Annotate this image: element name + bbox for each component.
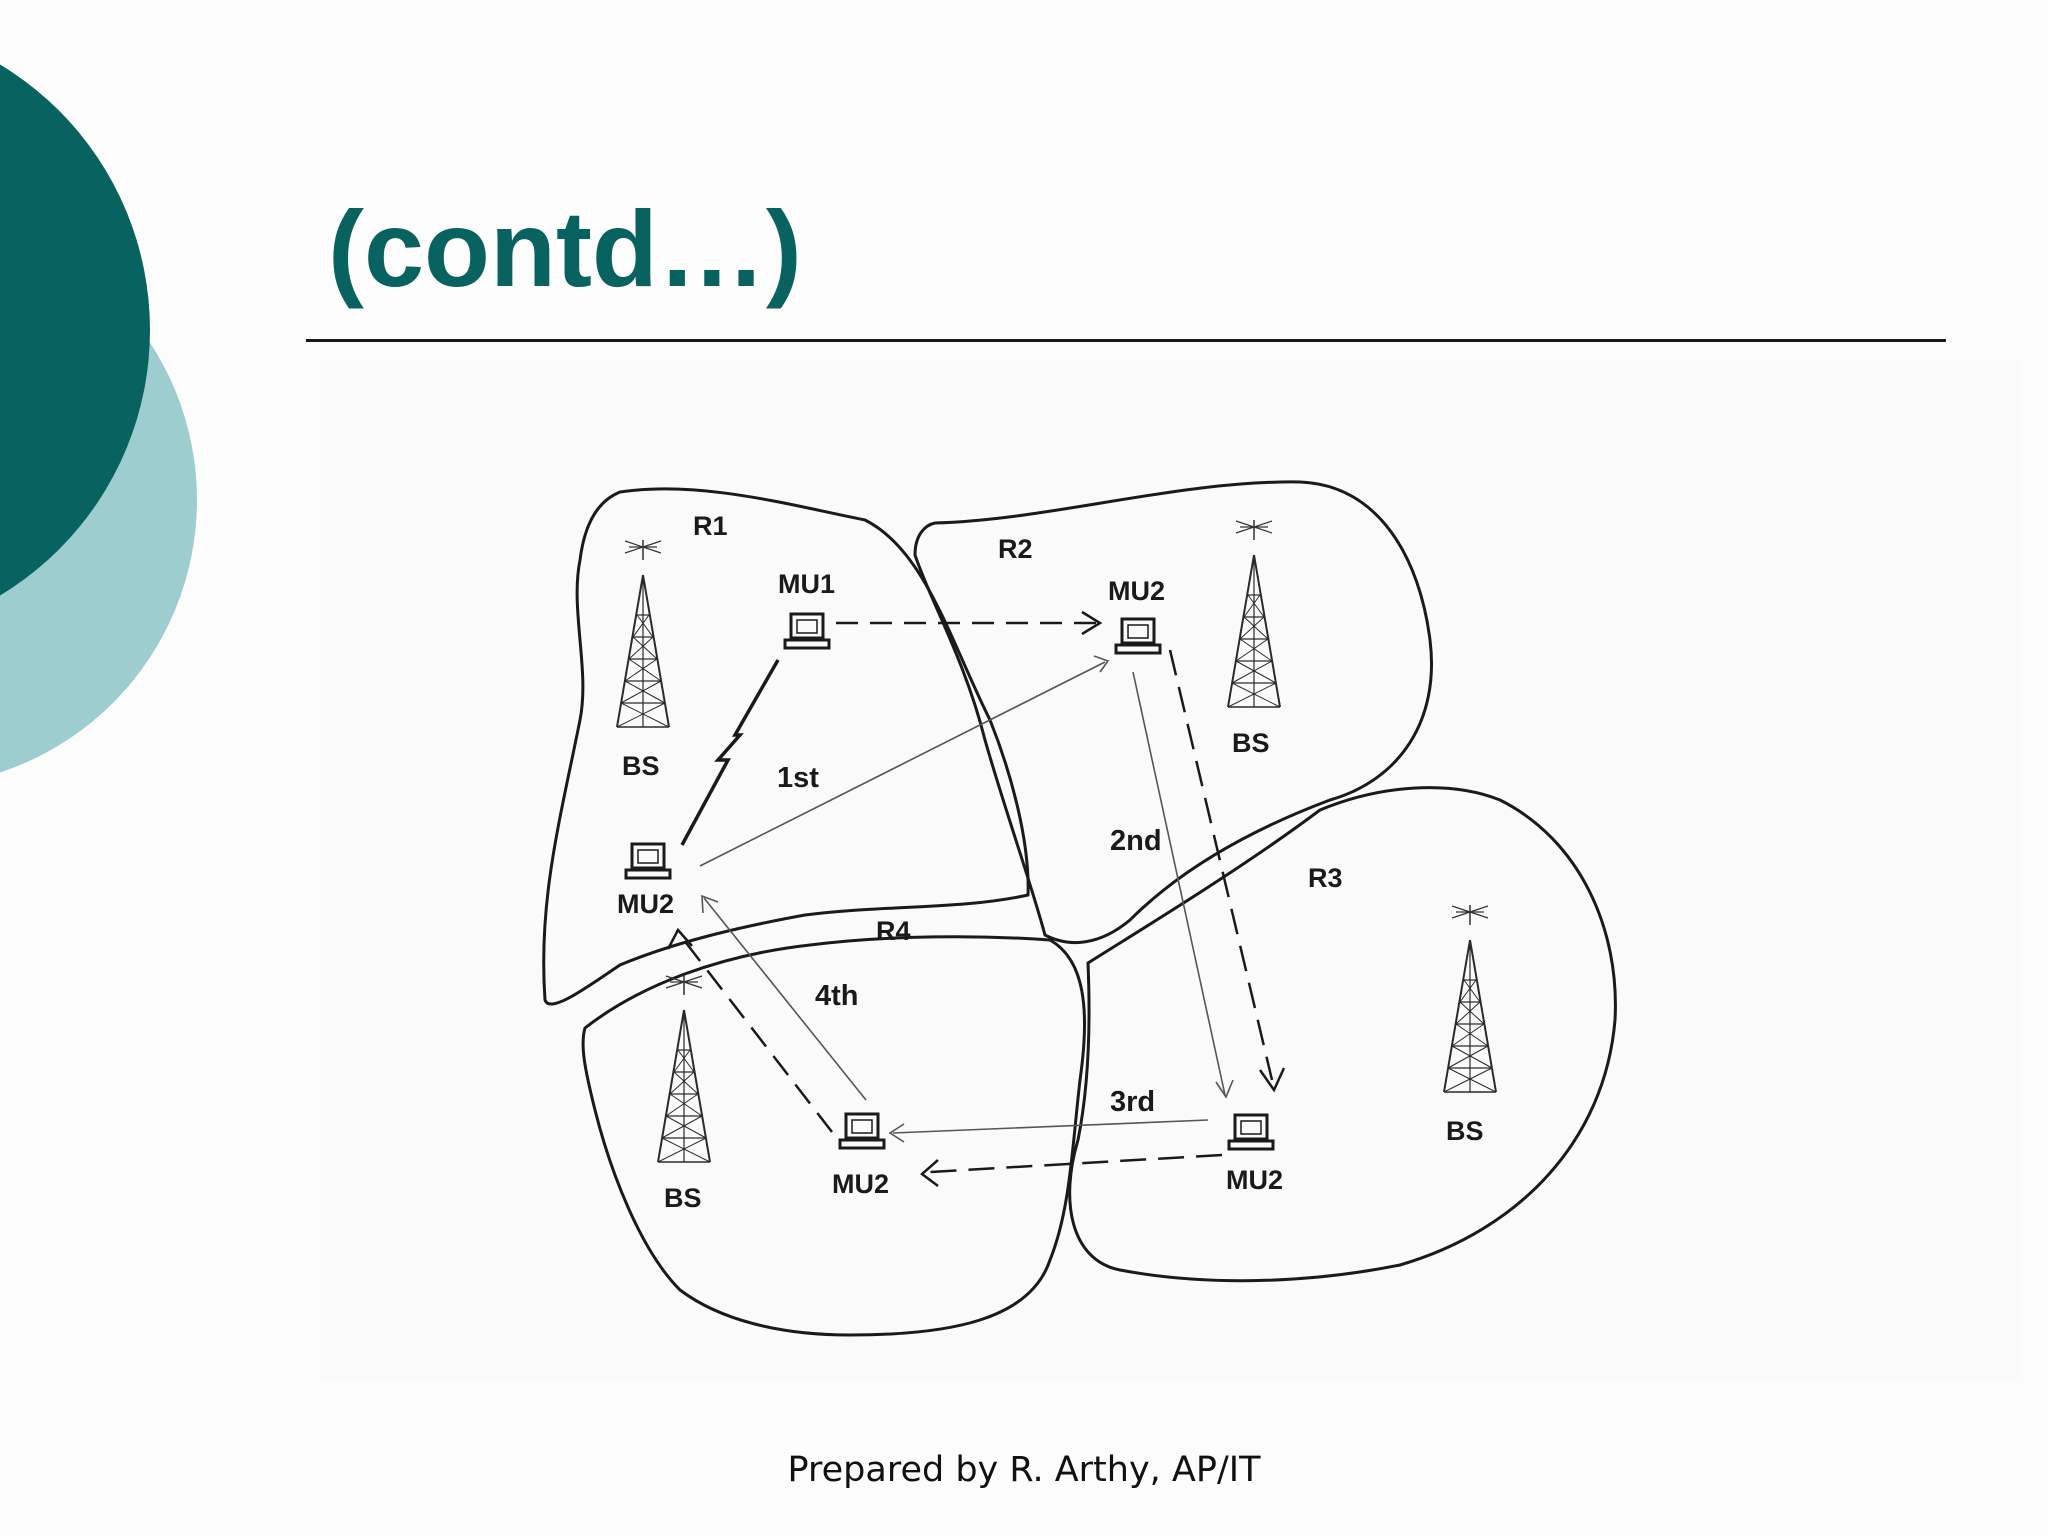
diagram-panel xyxy=(320,360,2020,1380)
mobile-unit-label: MU2 xyxy=(617,889,675,919)
move-line-3rd xyxy=(893,1120,1208,1133)
region-r4-label: R4 xyxy=(876,916,911,946)
antenna-tower-icon xyxy=(658,975,710,1162)
base-station-label: BS xyxy=(664,1183,702,1213)
move-label-2nd: 2nd xyxy=(1110,825,1162,857)
arrowhead xyxy=(922,1160,938,1186)
wireless-link-icon xyxy=(682,660,778,845)
region-r1-boundary xyxy=(544,489,1028,1004)
laptop-icon xyxy=(1229,1115,1273,1149)
slide-footer: Prepared by R. Arthy, AP/IT xyxy=(787,1450,1261,1490)
move-label-4th: 4th xyxy=(815,980,859,1012)
arrowhead xyxy=(1216,1080,1233,1097)
mobile-unit-label: MU2 xyxy=(832,1169,890,1199)
dashed-arrow xyxy=(1170,650,1272,1080)
laptop-icon xyxy=(626,844,670,878)
laptop-icon xyxy=(785,614,829,648)
title-divider xyxy=(306,339,1946,342)
region-r3-boundary xyxy=(1070,788,1616,1281)
antenna-tower-icon xyxy=(1228,520,1280,707)
page-title: (contd…) xyxy=(328,188,802,309)
move-label-3rd: 3rd xyxy=(1110,1086,1156,1118)
base-station-label: BS xyxy=(1232,728,1270,758)
region-r2-label: R2 xyxy=(998,534,1033,564)
move-label-1st: 1st xyxy=(777,762,819,794)
laptop-icon xyxy=(840,1114,884,1148)
dashed-arrow xyxy=(930,1155,1222,1172)
handoff-diagram xyxy=(320,360,2020,1380)
dashed-arrow xyxy=(680,935,832,1132)
antenna-tower-icon xyxy=(617,540,669,727)
base-station-label: BS xyxy=(1446,1116,1484,1146)
laptop-icon xyxy=(1116,619,1160,653)
base-station-label: BS xyxy=(622,751,660,781)
slide-decoration xyxy=(0,0,220,820)
mobile-unit-label: MU2 xyxy=(1226,1165,1284,1195)
mobile-unit-label: MU2 xyxy=(1108,576,1166,606)
region-r2-boundary xyxy=(915,482,1432,943)
antenna-tower-icon xyxy=(1444,905,1496,1092)
region-r1-label: R1 xyxy=(693,511,728,541)
region-r3-label: R3 xyxy=(1308,863,1343,893)
mobile-unit-label: MU1 xyxy=(778,569,836,599)
